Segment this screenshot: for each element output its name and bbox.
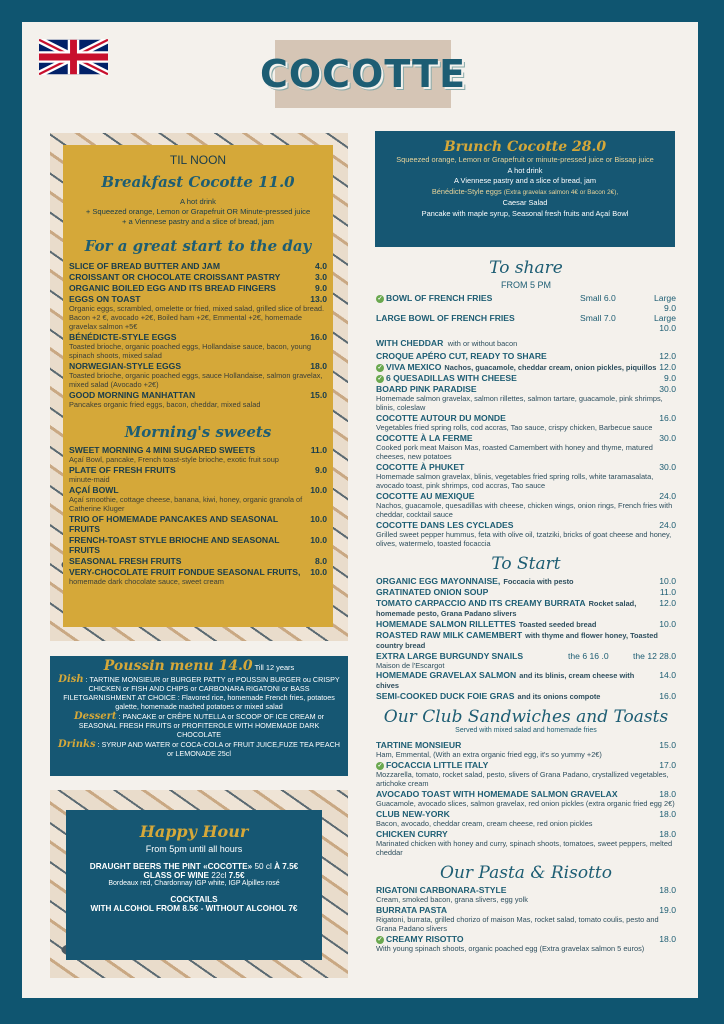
start-day-list xyxy=(69,261,327,409)
menu-item xyxy=(69,485,327,513)
bf-line: + a Viennese pastry and a slice of bread, jam xyxy=(121,217,275,226)
snails-6: the 6 16 .0 xyxy=(568,651,609,661)
item-desc: Homemade salmon gravelax, salmon rillettes, salmon tartare, guacamole, pink shrimps, blinis, coleslaw xyxy=(376,394,663,412)
item-name: TOMATO CARPACCIO AND ITS CREAMY BURRATA xyxy=(376,598,586,608)
pasta-title: Our Pasta & Risotto xyxy=(440,863,612,883)
fries-name: BOWL OF FRENCH FRIES xyxy=(386,293,493,303)
item-name: TRIO OF HOMEMADE PANCAKES AND SEASONAL FRUITS xyxy=(69,514,278,534)
item-name: SWEET MORNING 4 MINI SUGARED SWEETS xyxy=(69,445,256,455)
menu-item xyxy=(376,384,676,412)
snails-12: the 12 28.0 xyxy=(632,651,676,661)
item-desc: Nachos, guacamole, quesadillas with cheese, chicken wings, onion rings, French fries with cheddar, cocktail sauce xyxy=(376,501,673,519)
poussin-age: Till 12 years xyxy=(254,663,295,672)
item-desc: Cooked pork meat Maison Mas, roasted Camembert with honey and thyme, matured cheeses, new potatoes xyxy=(376,443,653,461)
item-name: COCOTTE À PHUKET xyxy=(376,462,465,472)
item-name: ORGANIC EGG MAYONNAISE, xyxy=(376,576,501,586)
happy-sub: From 5pm until all hours xyxy=(145,844,243,854)
poussin-panel xyxy=(50,656,348,776)
drinks-text: : SYRUP AND WATER or COCA-COLA or FRUIT JUICE,FUZE TEA PEACH or LEMONADE 25cl xyxy=(97,740,340,758)
item-name: AVOCADO TOAST WITH HOMEMADE SALMON GRAVELAX xyxy=(376,789,618,799)
menu-item xyxy=(376,491,676,519)
menu-item xyxy=(376,462,676,490)
share-title: To share xyxy=(489,258,563,278)
menu-item xyxy=(69,283,327,293)
til-noon-panel xyxy=(63,145,333,627)
veggie-icon: ✓ xyxy=(377,936,383,943)
item-desc: homemade dark chocolate sauce, sweet cream xyxy=(69,577,224,586)
item-price: 8.0 xyxy=(315,556,327,566)
item-price: 16.0 xyxy=(659,413,676,423)
menu-item xyxy=(376,619,676,629)
menu-item xyxy=(376,576,676,586)
bf-line: + Squeezed orange, Lemon or Grapefruit OR Minute-pressed juice xyxy=(85,207,311,216)
happy-beer-size: 50 cl xyxy=(254,862,272,871)
item-price: 19.0 xyxy=(659,905,676,915)
item-price: 12.0 xyxy=(659,598,676,608)
fries-cheddar-name: LARGE BOWL OF FRENCH FRIES xyxy=(376,313,515,323)
menu-item xyxy=(376,587,676,597)
menu-item xyxy=(69,332,327,360)
item-name: PLATE OF FRESH FRUITS xyxy=(69,465,176,475)
to-start-list-2 xyxy=(376,670,676,701)
item-price: 14.0 xyxy=(659,670,676,680)
menu-item xyxy=(69,567,327,586)
logo-text: COCOTTE xyxy=(259,52,467,96)
item-price: 30.0 xyxy=(659,462,676,472)
to-start-list xyxy=(376,576,676,650)
start-title: To Start xyxy=(491,554,561,574)
item-name: NORWEGIAN-STYLE EGGS xyxy=(69,361,182,371)
item-name: COCOTTE AU MEXIQUE xyxy=(376,491,475,501)
brunch-caesar: Caesar Salad xyxy=(502,198,548,207)
item-price: 18.0 xyxy=(659,809,676,819)
item-desc: Toasted seeded bread xyxy=(518,620,597,629)
sweets-list xyxy=(69,445,327,586)
til-noon-heading: TIL NOON xyxy=(169,153,227,167)
menu-item xyxy=(376,373,676,383)
menu-item xyxy=(376,520,676,548)
item-name: COCOTTE AUTOUR DU MONDE xyxy=(376,413,506,423)
item-desc: Mozzarella, tomato, rocket salad, pesto, slivers of Grana Padano, crystallized vegetables, artichoke cream xyxy=(376,770,669,788)
happy-hour-panel xyxy=(66,810,322,960)
item-desc: Marinated chicken with honey and curry, spinach shoots, tomatoes, sweet peppers, melted cheddar xyxy=(376,839,673,857)
item-name: BOARD PINK PARADISE xyxy=(376,384,477,394)
item-name: VIVA MEXICO xyxy=(386,362,442,372)
fries-cheddar-small: Small 7.0 xyxy=(580,313,616,323)
brunch-benedicte-note: (Extra gravelax salmon 4€ or Bacon 2€), xyxy=(503,188,619,196)
item-name: ORGANIC BOILED EGG AND ITS BREAD FINGERS xyxy=(69,283,276,293)
item-name: CLUB NEW-YORK xyxy=(376,809,450,819)
item-price: 9.0 xyxy=(664,373,676,383)
fries-row xyxy=(376,293,676,313)
item-desc: Homemade salmon gravelax, blinis, vegetables fried spring rolls, white taramasalata, avocado toast, pink shrimps, cod accras, Tao sauce xyxy=(376,472,654,490)
menu-item xyxy=(376,433,676,461)
poussin-title: Poussin menu 14.0 xyxy=(103,658,253,674)
item-name: BURRATA PASTA xyxy=(376,905,448,915)
item-price: 10.0 xyxy=(310,535,327,545)
menu-item xyxy=(69,261,327,271)
happy-beer: DRAUGHT BEERS THE PINT «COCOTTE» xyxy=(89,862,253,871)
item-desc: Cream, smoked bacon, grana slivers, egg yolk xyxy=(376,895,528,904)
brunch-line: A Viennese pastry and a slice of bread, jam xyxy=(453,176,596,185)
happy-wine: GLASS OF WINE xyxy=(143,871,209,880)
item-price: 18.0 xyxy=(659,829,676,839)
menu-item xyxy=(376,630,676,650)
menu-item xyxy=(376,934,676,953)
item-price: 10.0 xyxy=(659,619,676,629)
item-price: 10.0 xyxy=(310,485,327,495)
start-day-title: For a great start to the day xyxy=(84,237,312,255)
menu-item xyxy=(69,294,327,331)
item-price: 9.0 xyxy=(315,465,327,475)
happy-beer-price: À 7.5€ xyxy=(274,862,299,871)
fries-small: Small 6.0 xyxy=(580,293,616,303)
dish-label: Dish xyxy=(58,674,84,685)
item-name: CROISSANT OR CHOCOLATE CROISSANT PASTRY xyxy=(69,272,281,282)
item-desc: Toasted brioche, organic poached eggs, sauce Hollandaise, salmon gravelax, mixed salad (Avocado +2€) xyxy=(69,371,323,389)
item-price: 30.0 xyxy=(659,433,676,443)
item-desc: Açaí Bowl, pancake, French toast-style brioche, exotic fruit soup xyxy=(69,455,279,464)
dessert-label: Dessert xyxy=(74,711,117,722)
item-price: 18.0 xyxy=(310,361,327,371)
item-desc: Guacamole, avocado slices, salmon gravelax, red onion pickles (extra organic fried egg 2€) xyxy=(376,799,675,808)
item-desc: Vegetables fried spring rolls, cod accras, Tao sauce, crispy chicken, Barbecue sauce xyxy=(376,423,653,432)
item-name: SLICE OF BREAD BUTTER AND JAM xyxy=(69,261,221,271)
item-price: 18.0 xyxy=(659,789,676,799)
brunch-line: Squeezed orange, Lemon or Grapefruit or minute-pressed juice or Bissap juice xyxy=(396,155,654,164)
menu-item xyxy=(376,413,676,432)
item-price: 30.0 xyxy=(659,384,676,394)
item-price: 18.0 xyxy=(659,934,676,944)
menu-item xyxy=(376,809,676,828)
happy-cocktails: COCKTAILS xyxy=(170,895,218,904)
item-price: 12.0 xyxy=(659,362,676,372)
snails-name: EXTRA LARGE BURGUNDY SNAILS xyxy=(376,651,524,661)
menu-item xyxy=(376,789,676,808)
uk-flag-icon[interactable] xyxy=(39,39,108,75)
item-name: TARTINE MONSIEUR xyxy=(376,740,462,750)
menu-item xyxy=(376,598,676,618)
item-desc: Rigatoni, burrata, grilled chorizo of maison Mas, rocket salad, tomato coulis, pesto and Grana Padano slivers xyxy=(376,915,659,933)
menu-item xyxy=(69,390,327,409)
brunch-pancake: Pancake with maple syrup, Seasonal fresh fruits and Açaí Bowl xyxy=(421,208,629,218)
item-price: 24.0 xyxy=(659,520,676,530)
fries-cheddar-large: Large 10.0 xyxy=(654,313,676,333)
sweets-title: Morning's sweets xyxy=(124,423,272,441)
menu-item xyxy=(69,361,327,389)
dessert-text: : PANCAKE or CRÊPE NUTELLA or SCOOP OF ICE CREAM or SEASONAL FRESH FRUITS or PROFITEROLE WITH HOMEMADE DARK CHOCOLATE xyxy=(78,712,324,739)
menu-item xyxy=(69,445,327,464)
veggie-icon: ✓ xyxy=(377,295,383,302)
item-name: EGGS ON TOAST xyxy=(69,294,141,304)
dish-text: : TARTINE MONSIEUR or BURGER PATTY or POUSSIN BURGER ou CRISPY CHICKEN or FISH AND CHIPS or CARBONARA RIGATONI or BASS FILETGARNISHMENT AT CHOICE : Flavored rice, homemade French fries, potatoes galette, homemade mashed potatoes or mixed salad xyxy=(63,675,340,711)
club-sub: Served with mixed salad and homemade fries xyxy=(455,727,597,734)
snails-desc: Maison de l'Escargot xyxy=(376,661,445,670)
item-desc: with thyme and flower honey, Toasted country bread xyxy=(376,631,658,650)
item-name: GOOD MORNING MANHATTAN xyxy=(69,390,196,400)
brunch-benedicte: Bénédicte-Style eggs xyxy=(431,186,502,196)
item-name: RIGATONI CARBONARA-STYLE xyxy=(376,885,507,895)
item-price: 11.0 xyxy=(659,587,676,597)
veggie-icon: ✓ xyxy=(377,375,383,382)
menu-item xyxy=(376,670,676,690)
pasta-list xyxy=(376,885,676,953)
happy-wine-price: 7.5€ xyxy=(228,871,245,880)
item-name: HOMEMADE SALMON RILLETTES xyxy=(376,619,516,629)
item-desc: and its onions compote xyxy=(517,692,601,701)
brunch-line: A hot drink xyxy=(507,165,543,175)
menu-item xyxy=(376,362,676,372)
fries-cheddar-row xyxy=(376,313,676,333)
brunch-panel xyxy=(375,131,675,247)
item-desc: minute-maid xyxy=(69,475,110,484)
item-desc: Toasted brioche, organic poached eggs, Hollandaise sauce, bacon, young spinach shoots, mixed salad xyxy=(69,342,312,360)
item-price: 10.0 xyxy=(310,514,327,524)
menu-item xyxy=(69,465,327,484)
menu-item xyxy=(69,514,327,534)
share-list xyxy=(376,351,676,548)
item-price: 15.0 xyxy=(659,740,676,750)
menu-item xyxy=(376,905,676,933)
item-desc: Ham, Emmental, (With an extra organic fried egg, it's so yummy +2€) xyxy=(376,750,602,759)
item-desc: Bacon, avocado, cheddar cream, cream cheese, red onion pickles xyxy=(376,819,593,828)
menu-item xyxy=(376,740,676,759)
item-desc: Nachos, guacamole, cheddar cream, onion pickles, piquillos xyxy=(444,363,657,372)
item-name: 6 QUESADILLAS WITH CHEESE xyxy=(386,373,517,383)
share-sub: FROM 5 PM xyxy=(500,280,551,290)
item-desc: Foccacia with pesto xyxy=(503,577,574,586)
club-title: Our Club Sandwiches and Toasts xyxy=(383,707,669,727)
menu-item xyxy=(376,760,676,788)
item-desc: and its blinis, cream cheese with chives xyxy=(376,671,635,690)
veggie-icon: ✓ xyxy=(377,364,383,371)
cocotte-logo xyxy=(259,40,467,108)
item-price: 13.0 xyxy=(310,294,327,304)
item-price: 11.0 xyxy=(310,445,327,455)
menu-item xyxy=(69,272,327,282)
item-name: SEMI-COOKED DUCK FOIE GRAS xyxy=(376,691,515,701)
item-price: 3.0 xyxy=(315,272,327,282)
menu-item xyxy=(376,691,676,701)
menu-item xyxy=(376,351,676,361)
happy-wine-desc: Bordeaux red, Chardonnay IGP white, IGP Alpilles rosé xyxy=(108,880,280,887)
happy-cocktails-price: WITH ALCOHOL FROM 8.5€ - WITHOUT ALCOHOL 7€ xyxy=(90,904,298,913)
snails-row xyxy=(376,651,676,661)
drinks-label: Drinks xyxy=(58,739,96,750)
club-list xyxy=(376,740,676,857)
item-price: 4.0 xyxy=(315,261,327,271)
item-price: 15.0 xyxy=(310,390,327,400)
happy-title: Happy Hour xyxy=(139,822,249,841)
item-price: 16.0 xyxy=(659,691,676,701)
item-price: 24.0 xyxy=(659,491,676,501)
menu-item xyxy=(376,829,676,857)
item-name: GRATINATED ONION SOUP xyxy=(376,587,489,597)
item-name: FRENCH-TOAST STYLE BRIOCHE AND SEASONAL FRUITS xyxy=(69,535,280,555)
fries-large: Large 9.0 xyxy=(654,293,676,313)
item-price: 12.0 xyxy=(659,351,676,361)
menu-item xyxy=(69,535,327,555)
veggie-icon: ✓ xyxy=(377,762,383,769)
item-name: HOMEMADE GRAVELAX SALMON xyxy=(376,670,517,680)
item-price: 18.0 xyxy=(659,885,676,895)
item-name: ROASTED RAW MILK CAMEMBERT xyxy=(376,630,523,640)
item-price: 10.0 xyxy=(659,576,676,586)
fries-cheddar-note: with or without bacon xyxy=(447,339,518,348)
item-name: CROQUE APÉRO CUT, READY TO SHARE xyxy=(376,351,547,361)
right-column xyxy=(376,252,676,954)
item-name: COCOTTE DANS LES CYCLADES xyxy=(376,520,514,530)
item-price: 9.0 xyxy=(315,283,327,293)
item-name: FOCACCIA LITTLE ITALY xyxy=(386,760,489,770)
breakfast-title: Breakfast Cocotte 11.0 xyxy=(101,173,295,191)
item-price: 10.0 xyxy=(310,567,327,577)
fries-cheddar-desc: WITH CHEDDAR xyxy=(376,338,444,348)
item-desc: Rocket salad, homemade pesto, Grana Padano slivers xyxy=(376,599,637,618)
item-desc: Pancakes organic fried eggs, bacon, cheddar, mixed salad xyxy=(69,400,261,409)
item-name: COCOTTE À LA FERME xyxy=(376,433,473,443)
item-price: 17.0 xyxy=(659,760,676,770)
menu-item xyxy=(69,556,327,566)
menu-item xyxy=(376,885,676,904)
item-name: CREAMY RISOTTO xyxy=(386,934,464,944)
item-name: BÉNÉDICTE-STYLE EGGS xyxy=(69,332,177,342)
item-name: CHICKEN CURRY xyxy=(376,829,448,839)
item-name: VERY-CHOCOLATE FRUIT FONDUE SEASONAL FRUITS, xyxy=(69,567,301,577)
item-desc: Açaí smoothie, cottage cheese, banana, kiwi, honey, organic granola of Catherine Kluger xyxy=(69,495,303,513)
item-desc: Organic eggs, scrambled, omelette or fried, mixed salad, grilled slice of bread. Bacon +2 €, avocado +2€, Boiled ham +2€, Emmental +2€, homemade gravelax salmon +5€ xyxy=(69,304,325,331)
happy-wine-size: 22cl xyxy=(211,871,227,880)
brunch-title: Brunch Cocotte 28.0 xyxy=(443,139,607,155)
bf-line: A hot drink xyxy=(180,197,216,206)
item-name: AÇAÍ BOWL xyxy=(69,485,119,495)
item-name: SEASONAL FRESH FRUITS xyxy=(69,556,182,566)
item-desc: Grilled sweet pepper hummus, feta with olive oil, tzatziki, bricks of goat cheese and honey, olives, watermelo, toasted focaccia xyxy=(376,530,672,548)
item-desc: With young spinach shoots, organic poached egg (Extra gravelax salmon 5 euros) xyxy=(376,944,645,953)
item-price: 16.0 xyxy=(310,332,327,342)
